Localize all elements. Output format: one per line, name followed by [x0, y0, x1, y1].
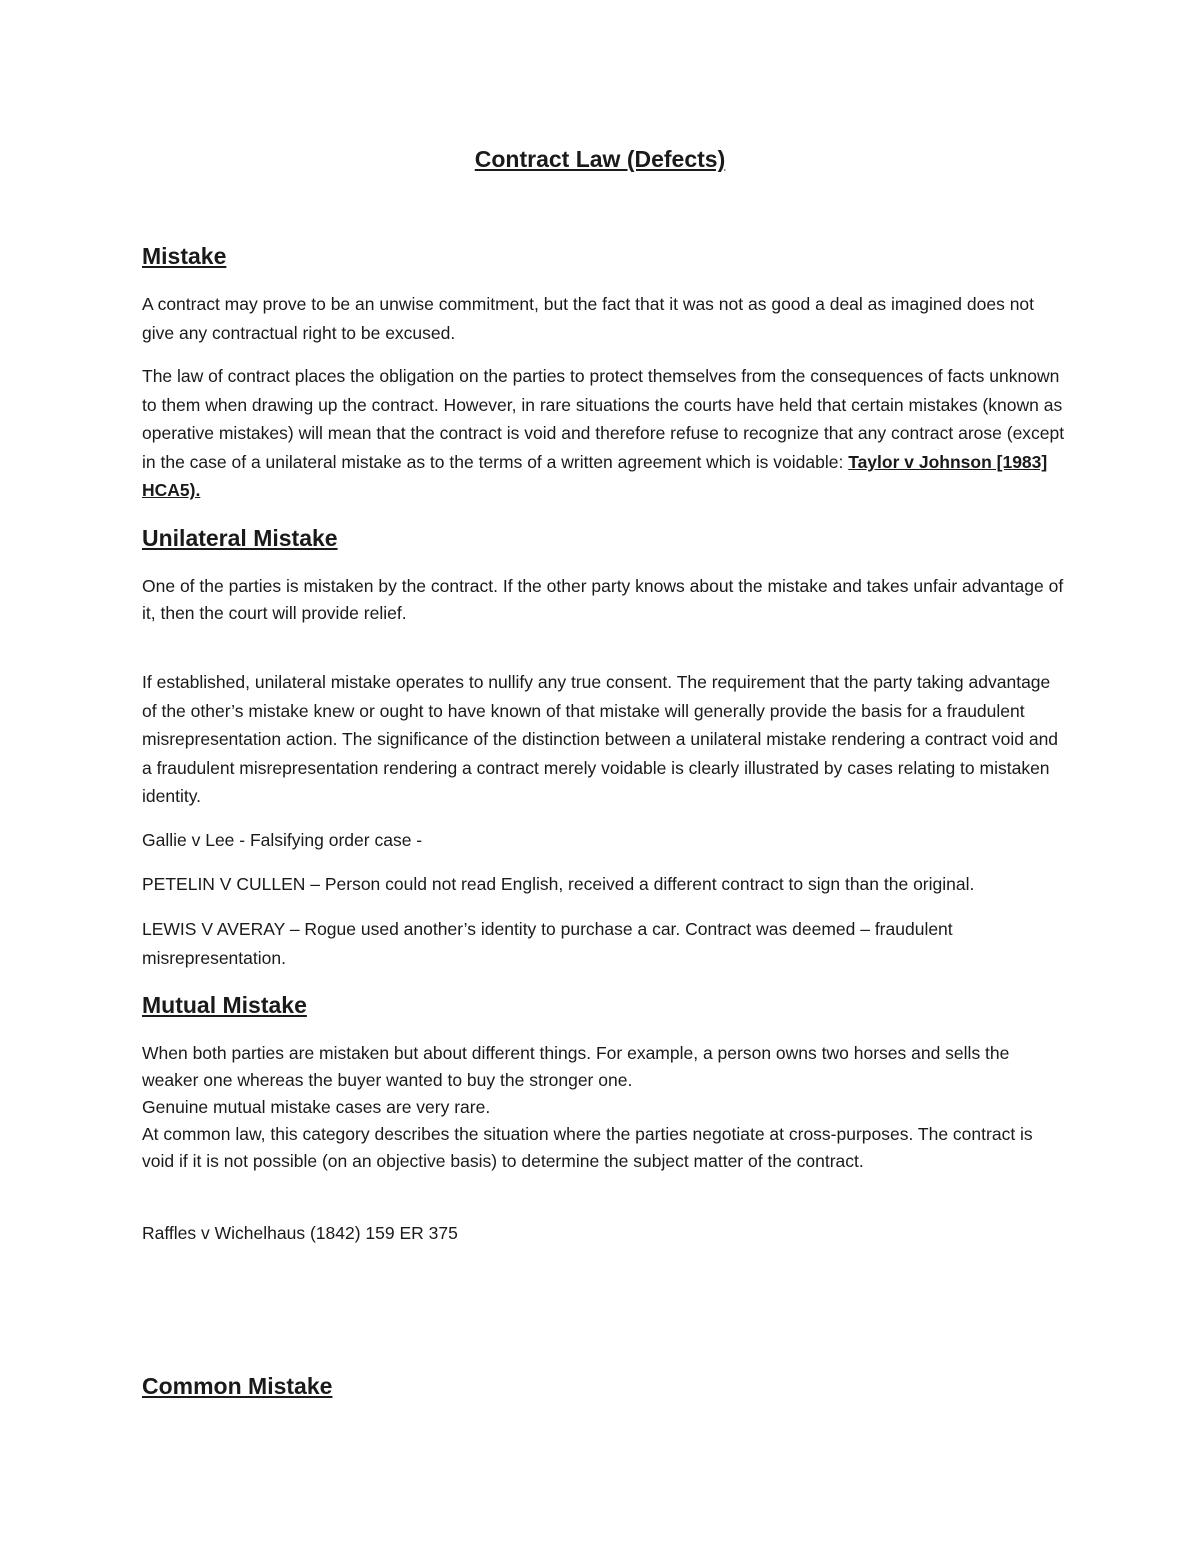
unilateral-paragraph-2: If established, unilateral mistake operates to nullify any true consent. The requirement that the party taking advantage of the other’s mistake knew or ought to have known of that mistake will generally provide the basis for a fraudulent misrepresentation action. The significance of the distinction between a unilateral mistake rendering a contract void and a fraudulent misrepresentation rendering a contract merely voidable is clearly illustrated by cases relating to mistaken identity. — [142, 672, 1059, 807]
case-gallie-v-lee: Gallie v Lee - Falsifying order case - — [142, 830, 423, 850]
heading-mutual-mistake: Mutual Mistake — [142, 992, 307, 1018]
case-lewis-v-averay: LEWIS V AVERAY – Rogue used another’s identity to purchase a car. Contract was deemed – fraudulent misrepresentation. — [142, 919, 953, 968]
case-reference-taylor-v-johnson: Taylor v Johnson [1983] HCA5). — [142, 451, 1048, 501]
mistake-paragraph-1: A contract may prove to be an unwise commitment, but the fact that it was not as good a deal as imagined does not give any contractual right to be excused. — [142, 294, 1035, 343]
mutual-line-2: Genuine mutual mistake cases are very rare. — [142, 1097, 491, 1117]
mistake-paragraph-2-text: The law of contract places the obligation on the parties to protect themselves from the consequences of facts unknown to them when drawing up the contract. However, in rare situations the courts have held that certain mistakes (known as operative mistakes) will mean that the contract is void and therefore refuse to recognize that any contract arose (except in the case of a unilateral mistake as to the terms of a written agreement which is voidable: — [142, 366, 1065, 472]
case-petelin-v-cullen: PETELIN V CULLEN – Person could not read English, received a different contract to sign than the original. — [142, 874, 975, 894]
heading-common-mistake: Common Mistake — [142, 1373, 333, 1399]
heading-unilateral-mistake: Unilateral Mistake — [142, 525, 338, 551]
mutual-line-1: When both parties are mistaken but about different things. For example, a person owns two horses and sells the weaker one whereas the buyer wanted to buy the stronger one. — [142, 1043, 1010, 1090]
unilateral-paragraph-1: One of the parties is mistaken by the contract. If the other party knows about the mistake and takes unfair advantage of it, then the court will provide relief. — [142, 576, 1064, 623]
document-title: Contract Law (Defects) — [474, 146, 726, 172]
mutual-line-3: At common law, this category describes the situation where the parties negotiate at cross-purposes. The contract is void if it is not possible (on an objective basis) to determine the subject matter of the contract. — [142, 1124, 1033, 1171]
case-raffles-v-wichelhaus: Raffles v Wichelhaus (1842) 159 ER 375 — [142, 1223, 458, 1243]
mistake-paragraph-2 — [142, 362, 1067, 505]
heading-mistake: Mistake — [142, 243, 227, 269]
